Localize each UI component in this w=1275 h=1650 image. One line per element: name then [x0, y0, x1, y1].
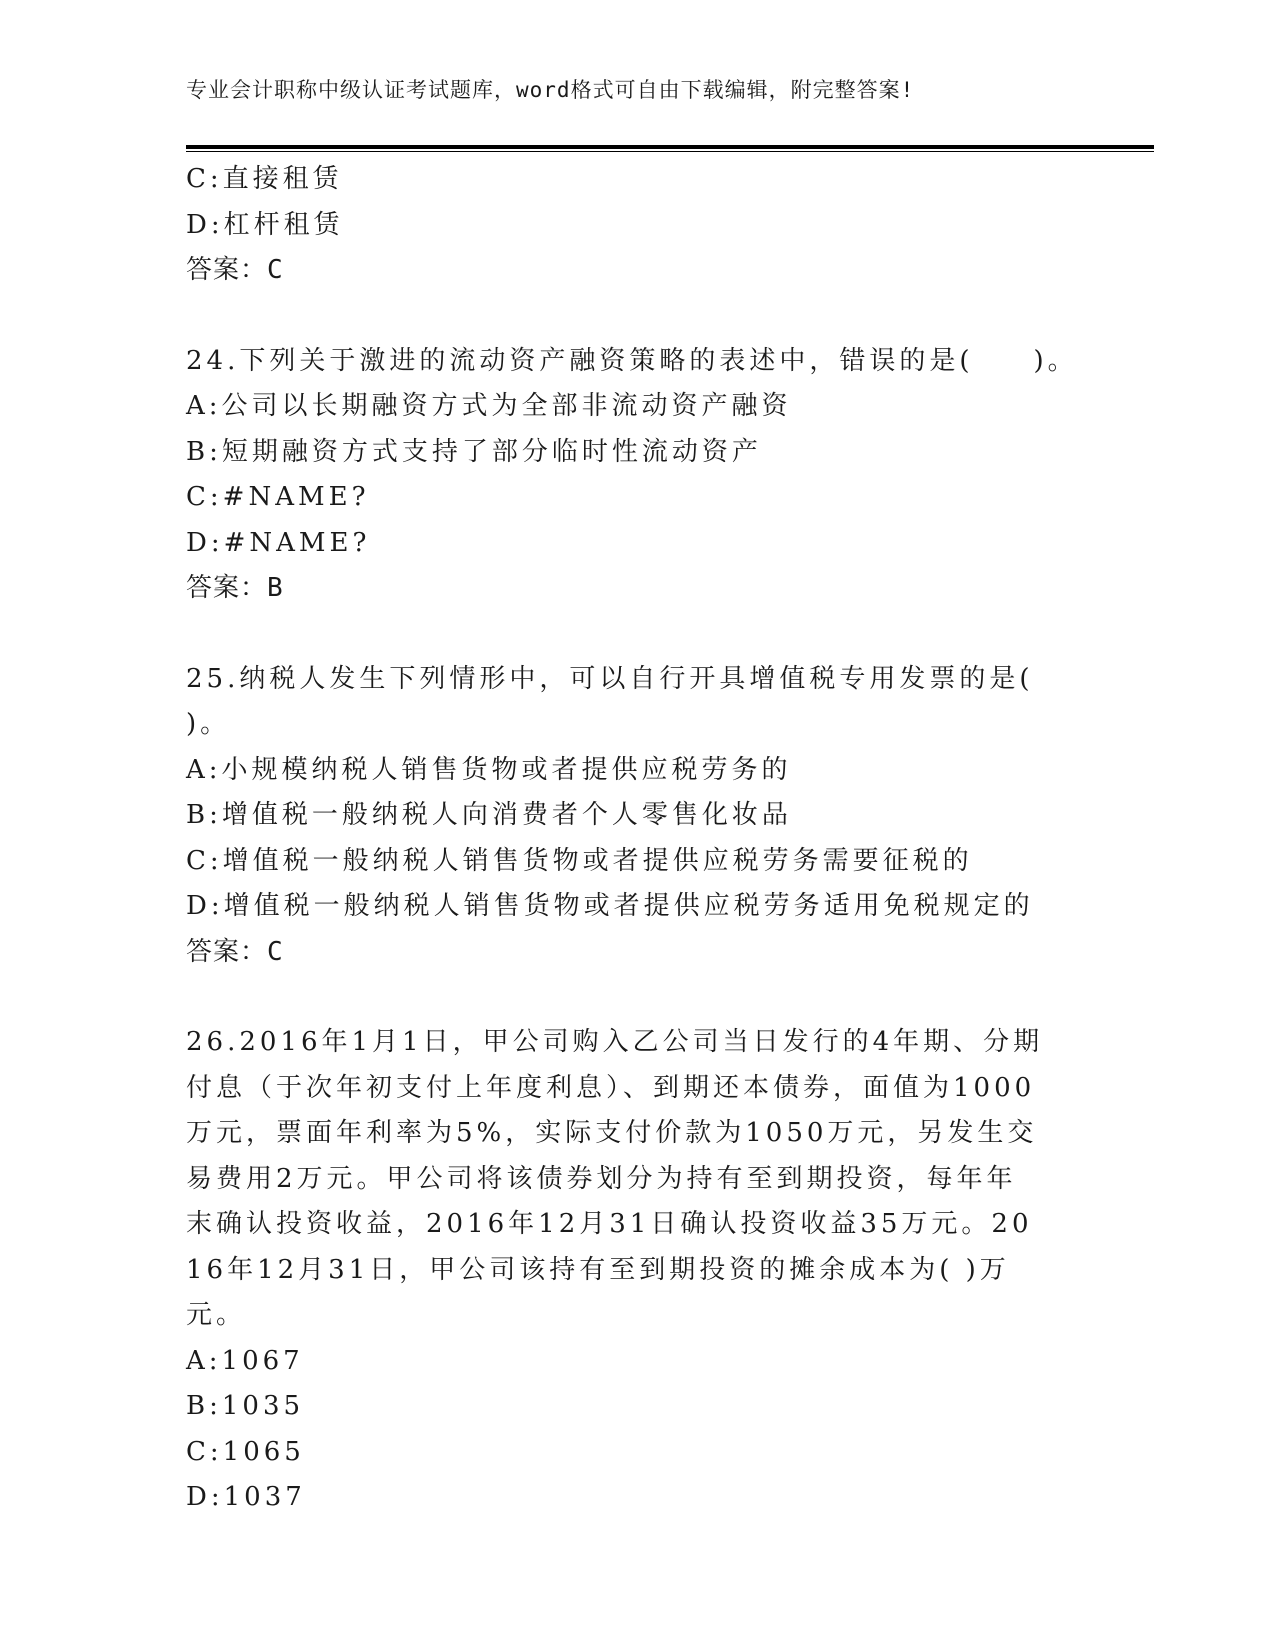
option-b: B:短期融资方式支持了部分临时性流动资产 — [186, 436, 762, 467]
answer: 答案：C — [186, 936, 284, 967]
option-a: A:1067 — [186, 1345, 304, 1376]
spacer — [186, 294, 1086, 339]
question-stem: 26.2016年1月1日，甲公司购入乙公司当日发行的4年期、分期付息（于次年初支付上年度利息）、到期还本债券，面值为1000万元，票面年利率为5%，实际支付价款为1050万元，另发生交易费用2万元。甲公司将该债券划分为持有至到期投资，每年年末确认投资收益，2016年12月31日确认投资收益35万元。2016年12月31日，甲公司该持有至到期投资的摊余成本为( )万元。 — [186, 1027, 1044, 1330]
answer: 答案：B — [186, 573, 284, 603]
option-a: A:小规模纳税人销售货物或者提供应税劳务的 — [186, 754, 792, 785]
option-d: D:杠杆租赁 — [186, 209, 344, 240]
question-stem: 25.纳税人发生下列情形中，可以自行开具增值税专用发票的是( )。 — [186, 663, 1094, 739]
spacer — [186, 975, 1086, 1020]
question-content — [186, 157, 1094, 1521]
question-24 — [186, 339, 1086, 612]
option-c: C:#NAME? — [186, 482, 370, 512]
prev-question-block — [186, 157, 1086, 294]
header-rule-thick — [186, 145, 1154, 149]
option-b: B:增值税一般纳税人向消费者个人零售化妆品 — [186, 800, 792, 830]
option-a: A:公司以长期融资方式为全部非流动资产融资 — [186, 391, 792, 421]
option-b: B:1035 — [186, 1391, 305, 1421]
spacer — [186, 612, 1086, 657]
option-d: D:增值税一般纳税人销售货物或者提供应税劳务适用免税规定的 — [186, 891, 1034, 921]
question-25 — [186, 657, 1094, 976]
answer: 答案：C — [186, 255, 284, 285]
page-header: 专业会计职称中级认证考试题库，word格式可自由下载编辑，附完整答案! — [186, 78, 915, 102]
option-d: D:1037 — [186, 1482, 306, 1512]
header-rule-thin — [186, 151, 1154, 152]
option-c: C:直接租赁 — [186, 164, 343, 194]
question-stem: 24.下列关于激进的流动资产融资策略的表述中，错误的是( )。 — [186, 345, 1078, 376]
question-26 — [186, 1020, 1086, 1521]
option-c: C:增值税一般纳税人销售货物或者提供应税劳务需要征税的 — [186, 845, 973, 876]
option-d: D:#NAME? — [186, 527, 371, 558]
option-c: C:1065 — [186, 1436, 305, 1467]
